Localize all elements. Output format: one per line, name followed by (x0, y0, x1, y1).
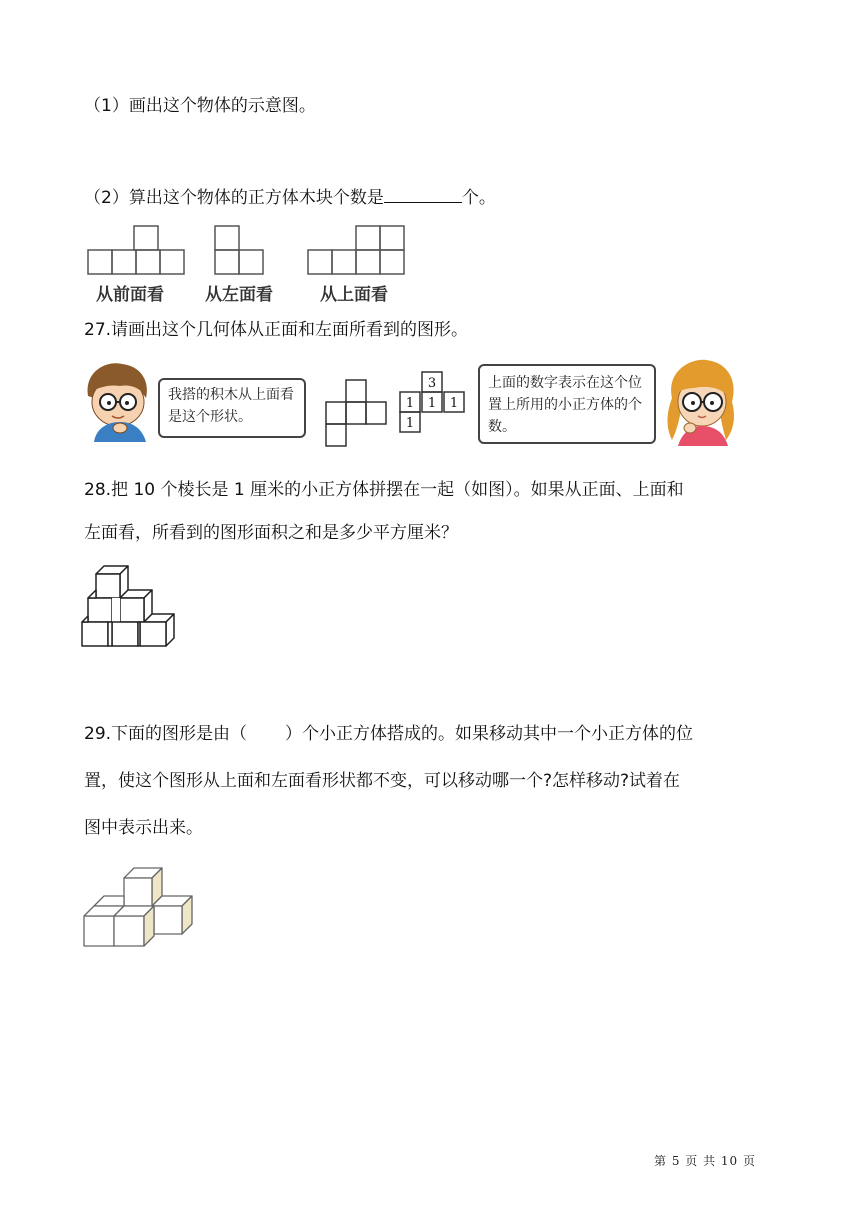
girl-illustration (660, 356, 744, 446)
q26-part1: （1）画出这个物体的示意图。 (84, 96, 316, 116)
answer-blank[interactable] (384, 184, 462, 203)
cube-stack-figure (80, 564, 180, 660)
top-shape-figure (324, 378, 390, 448)
q29-line2: 置，使这个图形从上面和左面看形状都不变，可以移动哪一个?怎样移动?试着在 (84, 771, 681, 791)
q29-text-after: ）个小正方体搭成的。如果移动其中一个小正方体的位 (285, 724, 694, 744)
view-caption-top: 从上面看 (320, 285, 388, 305)
front-view-figure (86, 224, 186, 276)
grid-number: 1 (405, 416, 415, 431)
speech-bubble-right: 上面的数字表示在这个位置上所用的小正方体的个数。 (478, 364, 656, 444)
q29-text-before: 29.下面的图形是由（ (84, 724, 248, 744)
q28-line1: 28.把 10 个棱长是 1 厘米的小正方体拼摆在一起（如图）。如果从正面、上面和 (84, 480, 684, 500)
view-caption-front: 从前面看 (96, 285, 164, 305)
q26-part2-text: （2）算出这个物体的正方体木块个数是 (84, 188, 384, 208)
q26-part2-unit: 个。 (461, 188, 496, 208)
boy-illustration (80, 358, 154, 442)
q27-text: 27.请画出这个几何体从正面和左面所看到的图形。 (84, 320, 469, 340)
q29-line1 (84, 722, 693, 746)
page-footer: 第 5 页 共 10 页 (654, 1154, 756, 1168)
grid-number: 1 (449, 396, 459, 411)
q29-line3: 图中表示出来。 (84, 818, 203, 838)
grid-number: 1 (427, 396, 437, 411)
top-view-figure (306, 224, 406, 276)
view-caption-left: 从左面看 (205, 285, 273, 305)
grid-number: 1 (405, 396, 415, 411)
grid-number: 3 (427, 376, 437, 391)
cube-arrangement-figure (82, 866, 200, 952)
number-grid (398, 370, 470, 434)
q26-part2 (84, 184, 496, 210)
speech-bubble-left: 我搭的积木从上面看是这个形状。 (158, 378, 306, 438)
left-view-figure (213, 224, 267, 276)
q28-line2: 左面看，所看到的图形面积之和是多少平方厘米？ (84, 523, 458, 543)
